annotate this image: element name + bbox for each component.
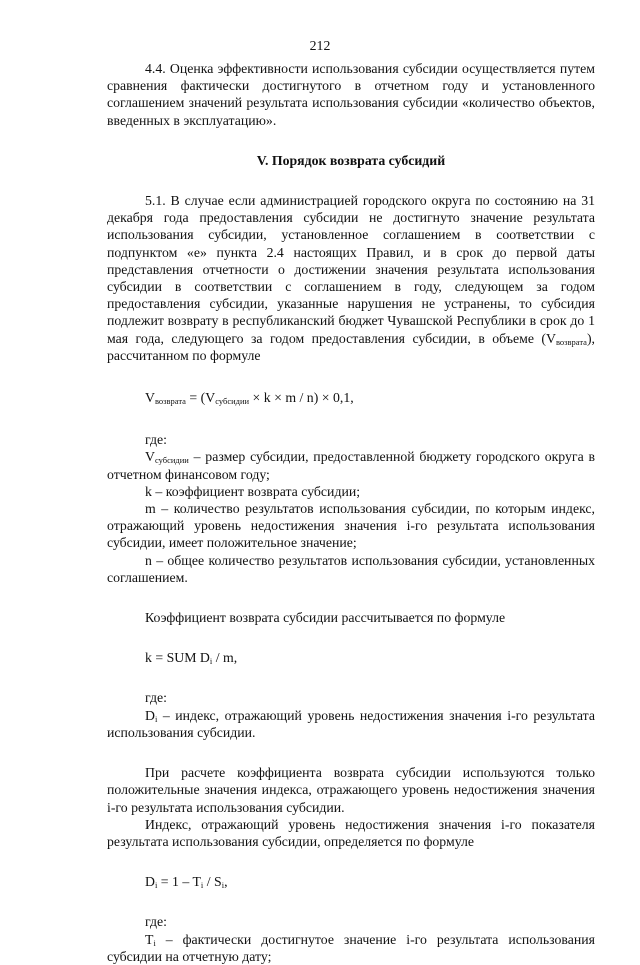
coefficient-intro: Коэффициент возврата субсидии рассчитывается по формуле bbox=[145, 610, 506, 626]
definition-k: k – коэффициент возврата субсидии; bbox=[145, 483, 361, 499]
paragraph-4-4: 4.4. Оценка эффективности использования субсидии осуществляется путем сравнения фактически достигнутого в отчетном году и установленного соглашением значений результата использования субсидии «количество объектов, введенных в эксплуатацию». bbox=[107, 61, 595, 128]
index-intro: Индекс, отражающий уровень недостижения значения i-го показателя результата использования субсидии, определяется по формуле bbox=[107, 816, 595, 849]
where-label-1: где: bbox=[145, 432, 167, 448]
where-label-2: где: bbox=[145, 690, 167, 706]
definition-m: m – количество результатов использования субсидии, по которым индекс, отражающий уровень недостижения значения i-го результата использования субсидии, имеет положительное значение; bbox=[107, 501, 595, 551]
where-label-3: где: bbox=[145, 914, 167, 930]
definition-t: $T_i$ – фактически достигнутое значение i-го результата использования субсидии на отчетную дату; bbox=[107, 931, 595, 964]
formula-return-volume: $V_{возврата} = (V_{субсидии} \times k \times m / n) \times 0,1$, bbox=[145, 390, 354, 407]
definition-n: n – общее количество результатов использования субсидии, установленных соглашением. bbox=[107, 552, 595, 585]
paragraph-5-1-text: 5.1. В случае если администрацией городского округа по состоянию на 31 декабря года предоставления субсидии не достигнуто значение результата использования субсидии, установленное соглашением в соответствии с подпунктом «е» пункта 2.4 настоящих Правил, и в срок до первой даты представления отчетности о достижении значения результата использования субсидии в соответствии с соглашением в году, следующем за годом предоставления субсидии, указанные нарушения не устранены, то субсидия подлежит возврату в республиканский бюджет Чувашской Республики в срок до 1 мая года, следующего за годом предоставления субсидии, в объеме (V bbox=[107, 193, 595, 346]
definition-d: $D_i$ – индекс, отражающий уровень недостижения значения i-го результата использования субсидии. bbox=[107, 707, 595, 740]
calculation-note: При расчете коэффициента возврата субсидии используются только положительные значения индекса, отражающего уровень недостижения значения i-го результата использования субсидии. bbox=[107, 765, 595, 815]
formula-coefficient: k = SUM $D_i$ / m, bbox=[145, 650, 238, 667]
formula-index: $D_i = 1 - T_i / S_i$, bbox=[145, 874, 228, 891]
definition-v-subsidy: $V_{субсидии}$ – размер субсидии, предоставленной бюджету городского округа в отчетном финансовом году; bbox=[107, 449, 595, 482]
subscript-vozvrata: возврата bbox=[555, 336, 587, 347]
section-heading: V. Порядок возврата субсидий bbox=[256, 152, 446, 168]
document-body bbox=[107, 60, 595, 965]
paragraph-5-1 bbox=[107, 192, 595, 364]
page-number: 212 bbox=[309, 38, 331, 53]
paragraph-5-1-tail: ), рассчитанном по формуле bbox=[107, 330, 595, 363]
